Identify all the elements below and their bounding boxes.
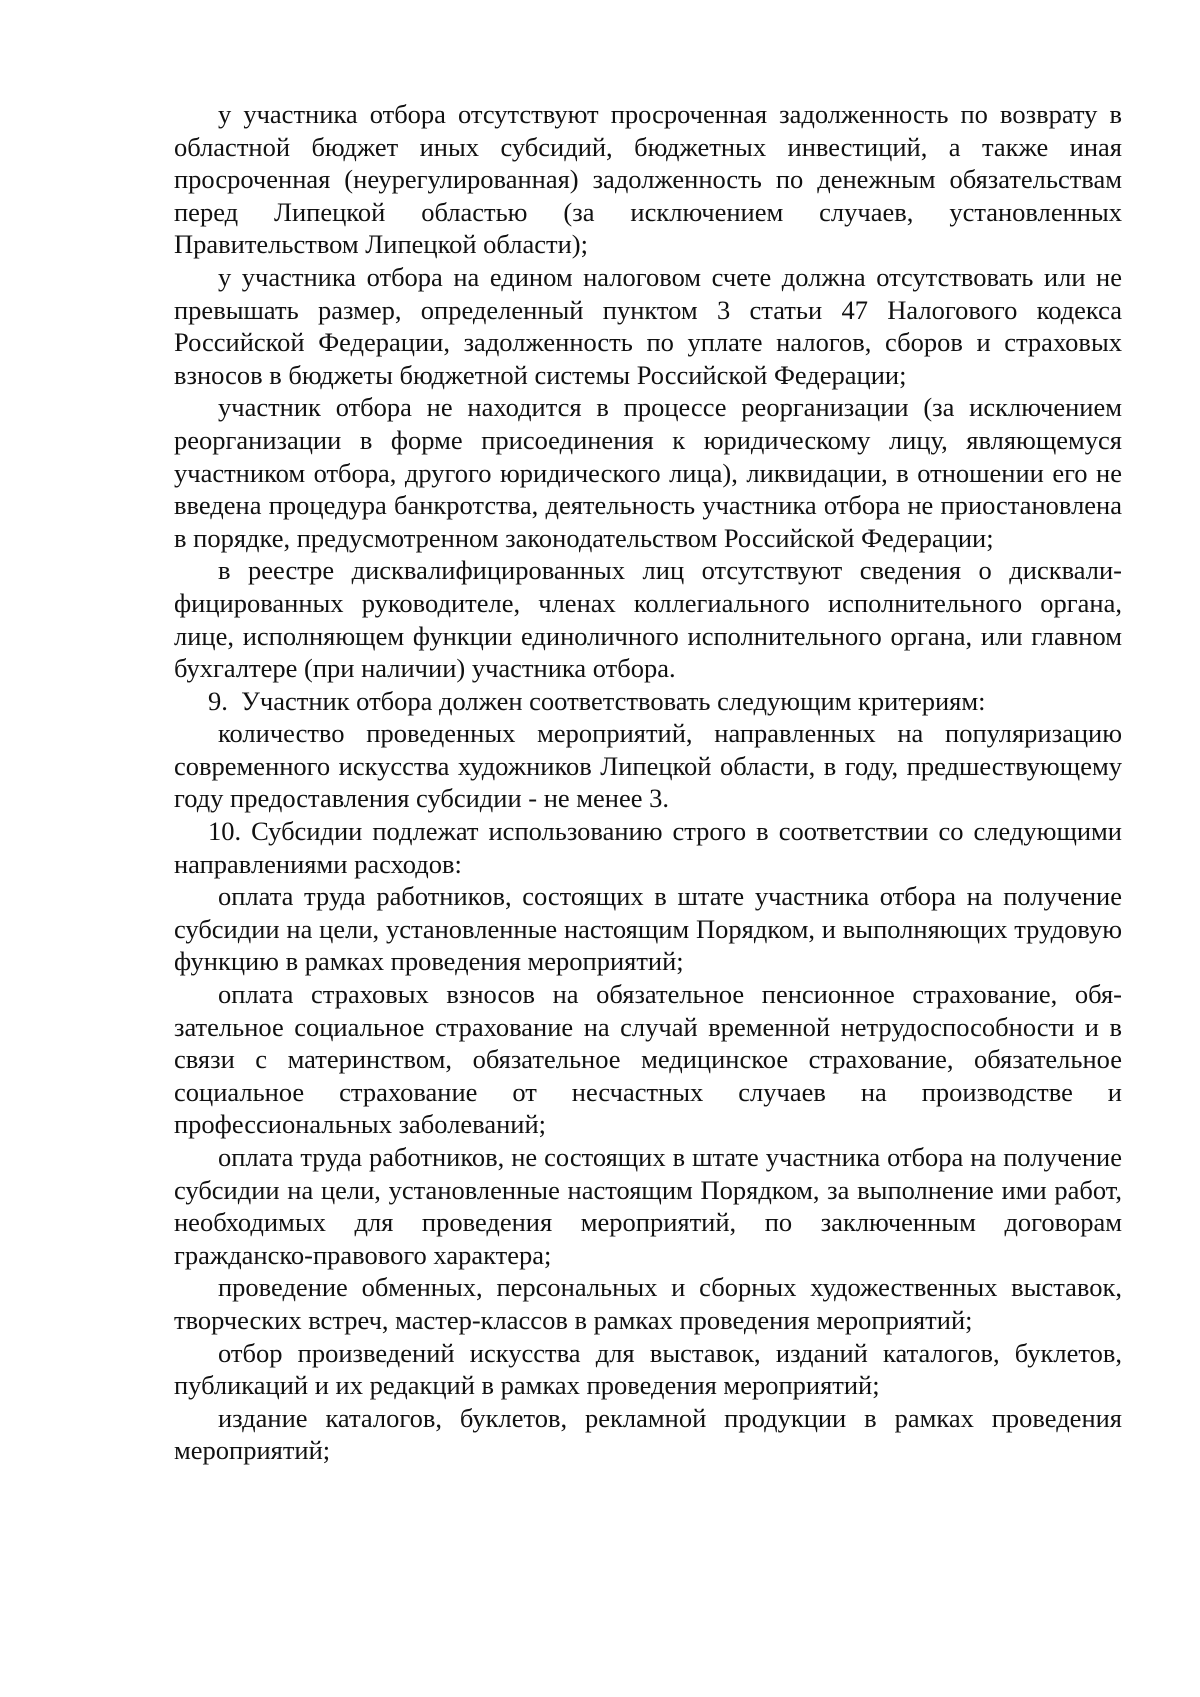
paragraph-tax-account: у участника отбора на едином налоговом счете должна отсутствовать или не превышать размер, определенный пунктом 3 статьи 47 Налогового кодекса Российской Федерации, задолженность по уплате налогов, сборов и страховых взносов в бюджеты бюджетной системы Российской Федерации; [174,261,1122,390]
paragraph-nonstaff-wages: оплата труда работников, не состоящих в штате участника отбора на получение субсидии на цели, установленные настоящим Порядком, за выполнение ими работ, необходимых для проведения мероприятий, по заключенным договорам гражданско-правового характера; [174,1142,1122,1270]
paragraph-insurance-contributions: оплата страховых взносов на обязательное пенсионное страхование, обязательное социальное страхование на случай временной нетрудоспособности и в связи с материнством, обязательное медицинское страхование, обязательное социальное страхование от несчастных случаев на производстве и профессиональных заболеваний; [174,979,1122,1140]
paragraph-staff-wages: оплата труда работников, состоящих в штате участника отбора на получение субсидии на цели, установленные настоящим Порядком, и выполняющих трудовую функцию в рамках проведения мероприятий; [174,881,1122,977]
paragraph-no-overdue-debt: у участника отбора отсутствуют просроченная задолженность по возврату в областной бюджет иных субсидий, бюджетных инвестиций, а также иная просроченная (неурегулированная) задолженность по денежным обязательствам перед Липецкой областью (за исключением случаев, установленных Правительством Липецкой области); [174,99,1122,260]
paragraph-artwork-selection: отбор произведений искусства для выставок, изданий каталогов, буклетов, публикаций и их редакций в рамках проведения мероприятий; [174,1337,1122,1401]
document-body [174,98,1122,1467]
paragraph-catalog-publishing: издание каталогов, буклетов, рекламной продукции в рамках проведения мероприятий; [174,1402,1122,1466]
paragraph-disqualified-registry: в реестре дисквалифицированных лиц отсутствуют сведения о дисквалифицированных руководителе, членах коллегиального исполнительного органа, лице, исполняющем функции единоличного исполнительного органа, или главном бухгалтере (при наличии) участника отбора. [174,555,1122,684]
paragraph-no-reorganization: участник отбора не находится в процессе реорганизации (за исключением реорганизации в форме присоединения к юридическому лицу, являющемуся участником отбора, другого юридического лица), ликвидации, в отношении его не введена процедура банкротства, деятельность участника отбора не приостановлена в порядке, предусмотренном законодательством Российской Федерации; [174,392,1122,553]
paragraph-item-9: 9. Участник отбора должен соответствовать следующим критериям: [208,685,986,716]
paragraph-item-10: 10. Субсидии подлежат использованию строго в соответствии со следующими направлениями расходов: [174,816,1122,879]
paragraph-events-count: количество проведенных мероприятий, направленных на популяризацию современного искусства художников Липецкой области, в году, предшествующему году предоставления субсидии - не менее 3. [174,718,1122,814]
paragraph-exhibitions: проведение обменных, персональных и сборных художественных выставок, творческих встреч, мастер-классов в рамках проведения мероприятий; [174,1272,1122,1335]
